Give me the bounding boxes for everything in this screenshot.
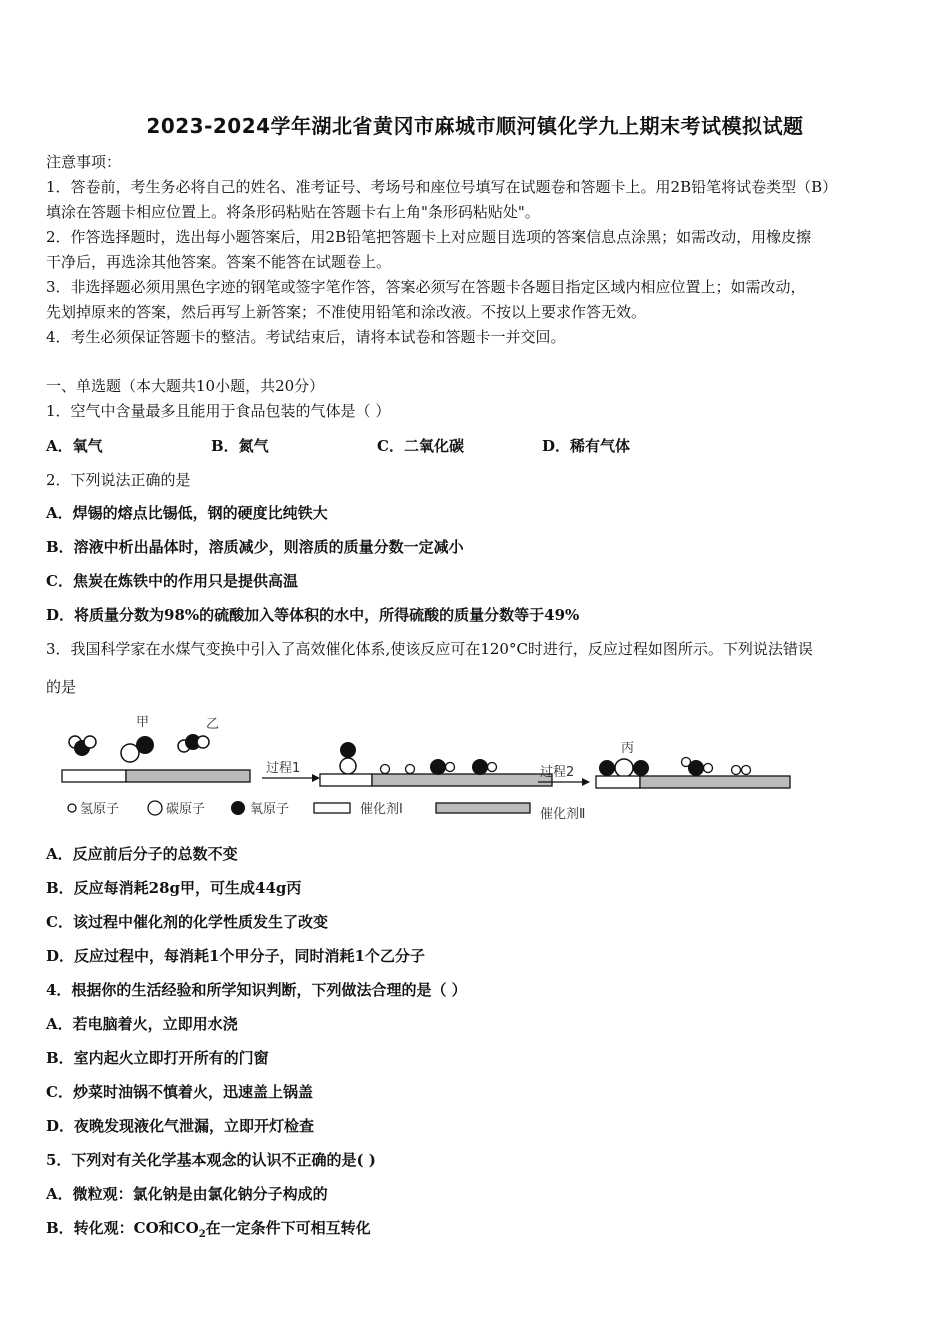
co-molecule bbox=[121, 736, 154, 762]
notice-line: 2．作答选择题时，选出每小题答案后，用2B铅笔把答题卡上对应题目选项的答案信息点涂黑；如需改动，用橡皮擦 bbox=[46, 228, 812, 246]
q1-stem: 1．空气中含量最多且能用于食品包装的气体是（ ） bbox=[46, 402, 391, 420]
catalyst-2-segment-mid bbox=[372, 774, 552, 786]
legend-cat1-symbol bbox=[314, 803, 350, 813]
q3-stem-line1: 3．我国科学家在水煤气变换中引入了高效催化体系,使该反应可在120°C时进行，反应过程如图所示。下列说法错误 bbox=[46, 640, 813, 658]
q3-stem-line2: 的是 bbox=[46, 678, 77, 696]
q1-option-c: C．二氧化碳 bbox=[377, 437, 464, 455]
notice-line: 4．考生必须保证答题卡的整洁。考试结束后，请将本试卷和答题卡一并交回。 bbox=[46, 328, 566, 346]
carbon-atom bbox=[340, 758, 356, 774]
process-1-label: 过程1 bbox=[266, 761, 301, 776]
q3-option-a: A．反应前后分子的总数不变 bbox=[46, 845, 238, 863]
q3-option-c: C．该过程中催化剂的化学性质发生了改变 bbox=[46, 913, 328, 931]
q5-stem: 5．下列对有关化学基本观念的认识不正确的是( ) bbox=[46, 1151, 376, 1169]
q5-option-b-post: 在一定条件下可相互转化 bbox=[205, 1219, 371, 1237]
q1-option-b: B．氮气 bbox=[211, 437, 269, 455]
notice-line: 干净后，再选涂其他答案。答案不能答在试题卷上。 bbox=[46, 253, 392, 271]
q4-stem: 4．根据你的生活经验和所学知识判断，下列做法合理的是（ ） bbox=[46, 981, 467, 999]
q5-option-b bbox=[46, 1218, 906, 1245]
label-bing: 丙 bbox=[621, 741, 635, 756]
catalyst-1-segment-end bbox=[596, 776, 640, 788]
notice-line: 1．答卷前，考生务必将自己的姓名、准考证号、考场号和座位号填写在试题卷和答题卡上。用2B铅笔将试卷类型（B） bbox=[46, 178, 838, 196]
label-jia: 甲 bbox=[136, 715, 150, 730]
page-title: 2023-2024学年湖北省黄冈市麻城市顺河镇化学九上期末考试模拟试题 bbox=[146, 114, 804, 138]
water-molecule-2 bbox=[178, 734, 209, 752]
q2-option-b: B．溶液中析出晶体时，溶质减少，则溶质的质量分数一定减小 bbox=[46, 538, 464, 556]
q4-option-d: D．夜晚发现液化气泄漏，立即开灯检查 bbox=[46, 1117, 315, 1135]
q2-option-c: C．焦炭在炼铁中的作用只是提供高温 bbox=[46, 572, 298, 590]
notice-line: 填涂在答题卡相应位置上。将条形码粘贴在答题卡右上角"条形码粘贴处"。 bbox=[46, 203, 540, 221]
process-1-arrowhead bbox=[312, 774, 320, 782]
q5-option-b-sub: 2 bbox=[198, 1229, 206, 1240]
q2-stem: 2．下列说法正确的是 bbox=[46, 471, 191, 489]
legend-hydrogen: 氢原子 bbox=[80, 802, 120, 817]
q1-option-d: D．稀有气体 bbox=[542, 437, 631, 455]
legend-carbon-symbol bbox=[148, 801, 162, 815]
q2-option-d: D．将质量分数为98%的硫酸加入等体积的水中，所得硫酸的质量分数等于49% bbox=[46, 606, 580, 624]
oxygen-atom bbox=[340, 742, 356, 758]
catalyst-1-segment-mid bbox=[320, 774, 372, 786]
legend-cat1: 催化剂Ⅰ bbox=[360, 802, 403, 817]
water-molecule bbox=[69, 736, 96, 756]
q5-option-b-pre: B．转化观：CO和CO bbox=[46, 1219, 199, 1237]
q4-option-a: A．若电脑着火，立即用水浇 bbox=[46, 1015, 238, 1033]
q4-option-c: C．炒菜时油锅不慎着火，迅速盖上锅盖 bbox=[46, 1083, 313, 1101]
q3-option-b: B．反应每消耗28g甲，可生成44g丙 bbox=[46, 879, 302, 897]
notice-line: 先划掉原来的答案，然后再写上新答案；不准使用铅笔和涂改液。不按以上要求作答无效。 bbox=[46, 303, 647, 321]
notice-line: 3．非选择题必须用黑色字迹的钢笔或签字笔作答，答案必须写在答题卡各题目指定区域内相应位置上；如需改动， bbox=[46, 278, 806, 296]
q3-option-d: D．反应过程中，每消耗1个甲分子，同时消耗1个乙分子 bbox=[46, 947, 425, 965]
catalyst-2-segment bbox=[126, 770, 250, 782]
section-heading: 一、单选题（本大题共10小题，共20分） bbox=[46, 377, 325, 395]
catalyst-1-segment bbox=[62, 770, 126, 782]
reaction-diagram bbox=[58, 712, 798, 824]
process-2-arrowhead bbox=[582, 778, 590, 786]
q1-option-a: A．氧气 bbox=[46, 437, 103, 455]
catalyst-2-segment-end bbox=[640, 776, 790, 788]
notice-heading: 注意事项： bbox=[46, 153, 122, 171]
legend-oxygen-symbol bbox=[231, 801, 245, 815]
legend-cat2-symbol bbox=[436, 803, 530, 813]
reaction-diagram-svg bbox=[58, 712, 798, 824]
legend-hydrogen-symbol bbox=[68, 804, 76, 812]
q5-option-a: A．微粒观：氯化钠是由氯化钠分子构成的 bbox=[46, 1185, 328, 1203]
q4-option-b: B．室内起火立即打开所有的门窗 bbox=[46, 1049, 269, 1067]
q2-option-a: A．焊锡的熔点比锡低，钢的硬度比纯铁大 bbox=[46, 504, 328, 522]
co2-molecule bbox=[599, 759, 649, 777]
legend-oxygen: 氧原子 bbox=[250, 802, 290, 817]
legend-cat2: 催化剂Ⅱ bbox=[540, 807, 586, 822]
label-yi: 乙 bbox=[206, 717, 220, 732]
legend-carbon: 碳原子 bbox=[166, 802, 206, 817]
process-2-label: 过程2 bbox=[540, 765, 575, 780]
